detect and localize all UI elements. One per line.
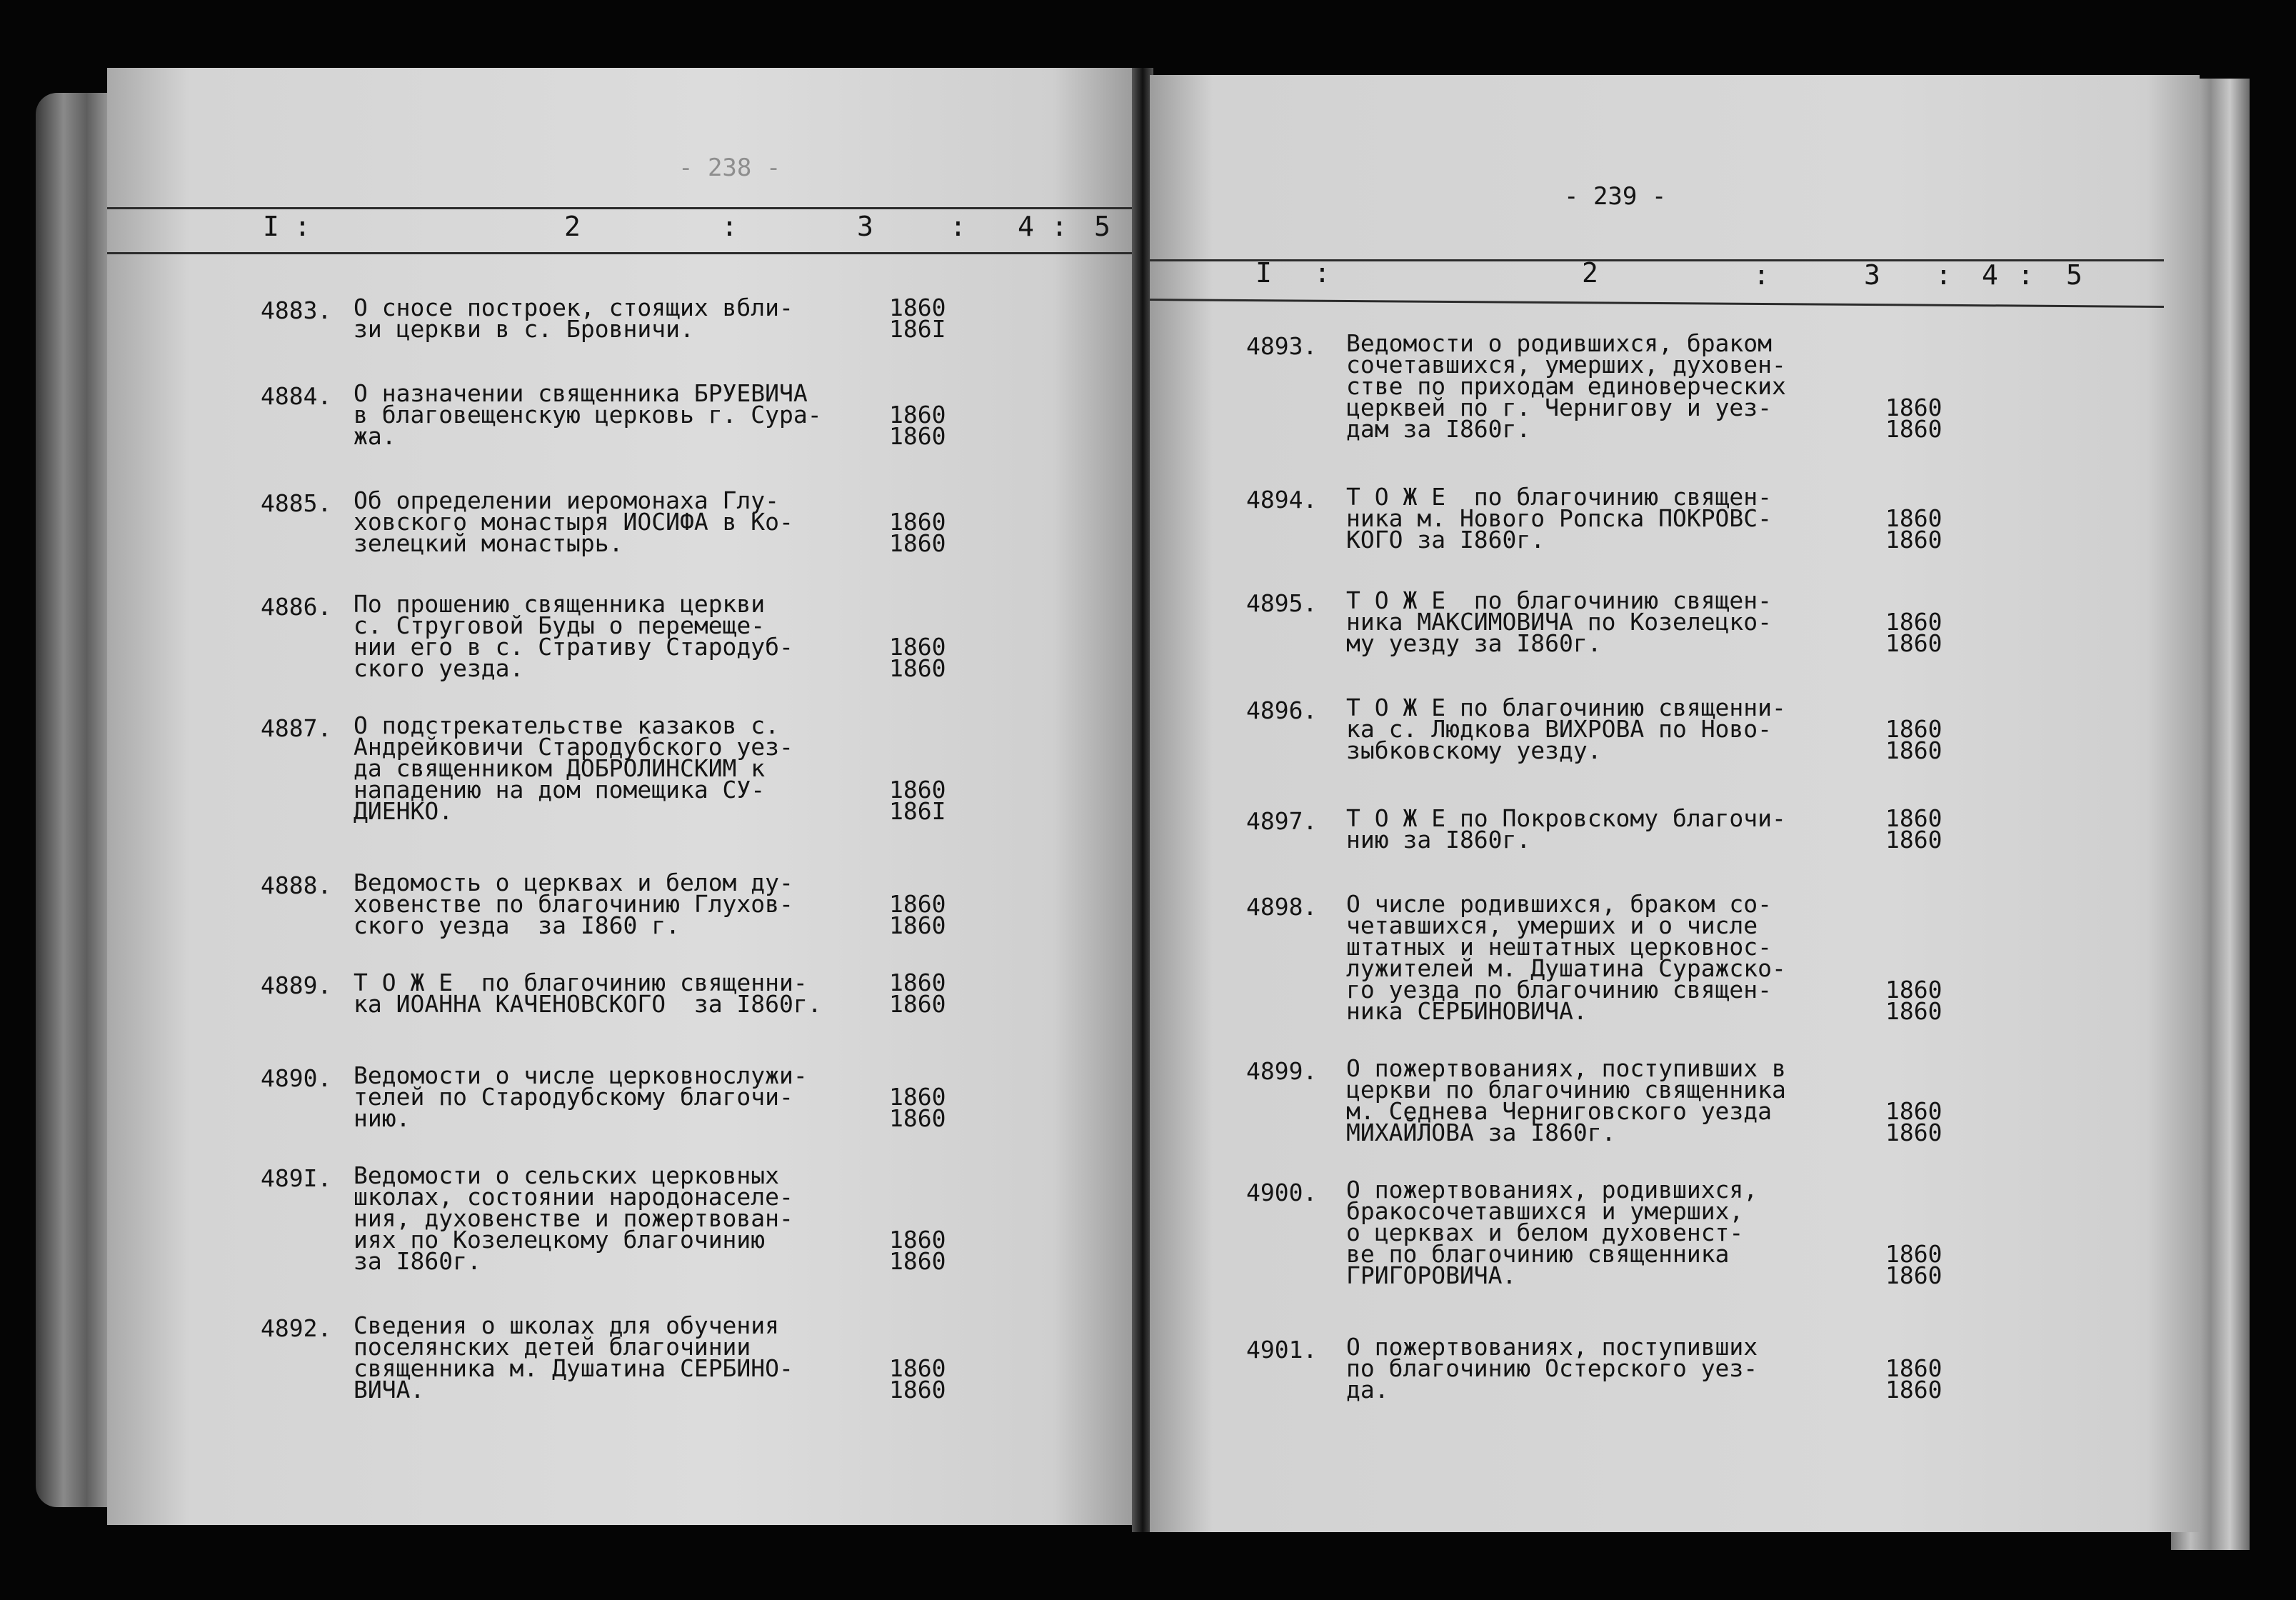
entry-description-line: да. xyxy=(1346,1376,1389,1404)
entry-description-line: МИХАЙЛОВА за I860г. xyxy=(1346,1119,1616,1146)
right-col-sep-4: : xyxy=(2017,259,2035,291)
entry-year-end: 1860 xyxy=(1885,415,1942,443)
entry-year-end: 186I xyxy=(889,315,946,343)
entry-description-line: в благовещенскую церковь г. Сура- xyxy=(354,401,822,429)
entry-description-line: Ведомости о числе церковнослужи- xyxy=(354,1061,808,1089)
entry-year-end: 1860 xyxy=(889,529,946,557)
entry-number: 4886. xyxy=(261,593,332,621)
entry-year-end: 1860 xyxy=(1885,736,1942,764)
entry-year-end: 1860 xyxy=(1885,629,1942,657)
entry-description-line: зи церкви в с. Бровничи. xyxy=(354,315,694,343)
right-col-sep-3: : xyxy=(1935,259,1952,291)
entry-description-line: ВИЧА. xyxy=(354,1376,425,1404)
entry-description-line: о церквах и белом духовенст- xyxy=(1346,1219,1744,1246)
entry-description-line: О назначении священника БРУЕВИЧА xyxy=(354,379,808,407)
entry-year-start: 1860 xyxy=(889,1226,946,1254)
entry-description-line: му уезду за I860г. xyxy=(1346,629,1602,657)
entry-year-start: 1860 xyxy=(1885,804,1942,832)
entry-year-end: 1860 xyxy=(889,654,946,682)
left-col-1: I xyxy=(263,211,280,242)
entry-description-line: О сносе построек, стоящих вбли- xyxy=(354,294,793,321)
right-header-rule-top xyxy=(1150,259,2164,261)
entry-description-line: Т О Ж Е по благочинию священ- xyxy=(1346,586,1773,614)
right-col-5: 5 xyxy=(2066,259,2083,291)
entry-number: 4885. xyxy=(261,489,332,517)
entry-description-line: нии его в с. Стративу Стародуб- xyxy=(354,633,793,661)
entry-description-line: Т О Ж Е по благочинию священни- xyxy=(354,969,808,996)
entry-description-line: священника м. Душатина СЕРБИНО- xyxy=(354,1354,793,1382)
right-page-number: - 239 - xyxy=(1564,182,1667,211)
entry-description-line: О подстрекательстве казаков с. xyxy=(354,711,780,739)
entry-year-start: 1860 xyxy=(889,890,946,918)
entry-year-start: 1860 xyxy=(889,401,946,429)
entry-number: 4884. xyxy=(261,382,332,410)
entry-description-line: ника МАКСИМОВИЧА по Козелецко- xyxy=(1346,608,1773,636)
right-header-rule-bottom xyxy=(1150,299,2164,308)
left-col-4: 4 xyxy=(1018,211,1035,242)
entry-description-line: Ведомость о церквах и белом ду- xyxy=(354,869,793,896)
entry-description-line: ховенстве по благочинию Глухов- xyxy=(354,890,793,918)
entry-description-line: Ведомости о сельских церковных xyxy=(354,1161,780,1189)
entry-description-line: Об определении иеромонаха Глу- xyxy=(354,486,780,514)
entry-description-line: Андрейковичи Стародубского уез- xyxy=(354,733,793,761)
entry-description-line: иях по Козелецкому благочинию xyxy=(354,1226,766,1254)
entry-description-line: бракосочетавшихся и умерших, xyxy=(1346,1197,1744,1225)
entry-number: 4893. xyxy=(1246,332,1318,360)
entry-year-end: 1860 xyxy=(889,911,946,939)
entry-description-line: стве по приходам единоверческих xyxy=(1346,372,1786,400)
entry-description-line: О пожертвованиях, поступивших xyxy=(1346,1333,1758,1361)
entry-year-end: 1860 xyxy=(889,422,946,450)
entry-number: 489I. xyxy=(261,1164,332,1192)
entry-year-end: 1860 xyxy=(889,1376,946,1404)
right-col-1: I xyxy=(1255,257,1273,289)
entry-description-line: лужителей м. Душатина Суражско- xyxy=(1346,954,1786,982)
entry-year-end: 1860 xyxy=(1885,1119,1942,1146)
entry-number: 4897. xyxy=(1246,807,1318,835)
entry-description-line: Т О Ж Е по Покровскому благочи- xyxy=(1346,804,1786,832)
right-col-2: 2 xyxy=(1582,257,1599,289)
right-col-4: 4 xyxy=(1982,259,1999,291)
entry-description-line: ховского монастыря ИОСИФА в Ко- xyxy=(354,508,793,536)
entry-year-start: 1860 xyxy=(1885,976,1942,1004)
entry-year-start: 1860 xyxy=(889,294,946,321)
left-col-3: 3 xyxy=(857,211,874,242)
entry-year-start: 1860 xyxy=(889,1354,946,1382)
entry-description-line: с. Струговой Буды о перемеще- xyxy=(354,611,766,639)
entry-description-line: Т О Ж Е по благочинию священни- xyxy=(1346,694,1786,721)
entry-description-line: ника СЕРБИНОВИЧА. xyxy=(1346,997,1588,1025)
entry-number: 4894. xyxy=(1246,486,1318,514)
entry-description-line: телей по Стародубскому благочи- xyxy=(354,1083,793,1111)
entry-year-end: 186I xyxy=(889,797,946,825)
entry-year-start: 1860 xyxy=(889,969,946,996)
entry-number: 4892. xyxy=(261,1314,332,1342)
entry-description-line: за I860г. xyxy=(354,1247,481,1275)
entry-description-line: О числе родившихся, браком со- xyxy=(1346,890,1773,918)
entry-description-line: ве по благочинию священника xyxy=(1346,1240,1730,1268)
entry-description-line: м. Седнева Черниговского уезда xyxy=(1346,1097,1773,1125)
entry-description-line: дам за I860г. xyxy=(1346,415,1531,443)
entry-year-start: 1860 xyxy=(889,633,946,661)
left-col-sep-1: : xyxy=(294,211,311,242)
left-col-sep-2: : xyxy=(721,211,738,242)
entry-number: 4890. xyxy=(261,1064,332,1092)
entry-description-line: ка с. Людкова ВИХРОВА по Ново- xyxy=(1346,715,1773,743)
right-col-sep-2: : xyxy=(1753,259,1770,291)
entry-description-line: зелецкий монастырь. xyxy=(354,529,623,557)
entry-description-line: церкви по благочинию священника xyxy=(1346,1076,1786,1104)
entry-year-start: 1860 xyxy=(1885,715,1942,743)
entry-number: 4901. xyxy=(1246,1336,1318,1364)
entry-year-start: 1860 xyxy=(1885,1240,1942,1268)
left-col-2: 2 xyxy=(564,211,581,242)
entry-year-start: 1860 xyxy=(889,1083,946,1111)
entry-description-line: КОГО за I860г. xyxy=(1346,526,1545,554)
right-page xyxy=(1150,75,2200,1532)
entry-number: 4888. xyxy=(261,871,332,899)
entry-description-line: ГРИГОРОВИЧА. xyxy=(1346,1261,1517,1289)
entry-year-start: 1860 xyxy=(889,776,946,804)
entry-description-line: сочетавшихся, умерших, духовен- xyxy=(1346,351,1786,379)
entry-year-start: 1860 xyxy=(1885,504,1942,532)
entry-number: 4889. xyxy=(261,971,332,999)
entry-description-line: ского уезда. xyxy=(354,654,524,682)
entry-year-start: 1860 xyxy=(1885,608,1942,636)
left-col-sep-3: : xyxy=(950,211,967,242)
entry-year-start: 1860 xyxy=(1885,394,1942,421)
entry-description-line: нию. xyxy=(354,1104,411,1132)
entry-description-line: нию за I860г. xyxy=(1346,826,1531,854)
entry-description-line: ского уезда за I860 г. xyxy=(354,911,680,939)
entry-year-end: 1860 xyxy=(889,1104,946,1132)
entry-description-line: нападению на дом помещика СУ- xyxy=(354,776,766,804)
left-col-sep-4: : xyxy=(1051,211,1068,242)
entry-number: 4895. xyxy=(1246,589,1318,617)
right-col-3: 3 xyxy=(1864,259,1881,291)
entry-number: 4898. xyxy=(1246,893,1318,921)
entry-description-line: зыбковскому уезду. xyxy=(1346,736,1602,764)
entry-year-end: 1860 xyxy=(1885,526,1942,554)
entry-number: 4900. xyxy=(1246,1179,1318,1206)
entry-description-line: школах, состоянии народонаселе- xyxy=(354,1183,793,1211)
entry-year-end: 1860 xyxy=(889,990,946,1018)
entry-description-line: Ведомости о родившихся, браком xyxy=(1346,329,1773,357)
entry-description-line: по благочинию Остерского уез- xyxy=(1346,1354,1758,1382)
entry-year-end: 1860 xyxy=(1885,826,1942,854)
entry-year-end: 1860 xyxy=(889,1247,946,1275)
left-page-number: - 238 - xyxy=(678,154,781,182)
left-header-rule-bottom xyxy=(107,252,1136,254)
entry-description-line: По прошению священника церкви xyxy=(354,590,766,618)
entry-year-end: 1860 xyxy=(1885,1261,1942,1289)
entry-number: 4883. xyxy=(261,296,332,324)
left-page xyxy=(107,68,1136,1525)
entry-description-line: да священником ДОБРОЛИНСКИМ к xyxy=(354,754,766,782)
entry-description-line: поселянских детей благочинии xyxy=(354,1333,751,1361)
entry-description-line: О пожертвованиях, родившихся, xyxy=(1346,1176,1758,1204)
entry-year-start: 1860 xyxy=(1885,1354,1942,1382)
entry-year-start: 1860 xyxy=(889,508,946,536)
entry-number: 4896. xyxy=(1246,696,1318,724)
entry-description-line: церквей по г. Чернигову и уез- xyxy=(1346,394,1773,421)
entry-description-line: четавшихся, умерших и о числе xyxy=(1346,911,1758,939)
entry-description-line: ния, духовенстве и пожертвован- xyxy=(354,1204,793,1232)
entry-description-line: ника м. Нового Ропска ПОКРОВС- xyxy=(1346,504,1773,532)
entry-description-line: жа. xyxy=(354,422,396,450)
entry-description-line: ДИЕНКО. xyxy=(354,797,453,825)
left-header-rule-top xyxy=(107,207,1136,209)
entry-description-line: штатных и нештатных церковнос- xyxy=(1346,933,1773,961)
right-col-sep-1: : xyxy=(1314,257,1331,289)
entry-description-line: О пожертвованиях, поступивших в xyxy=(1346,1054,1786,1082)
entry-description-line: Сведения о школах для обучения xyxy=(354,1311,780,1339)
entry-number: 4887. xyxy=(261,714,332,742)
entry-description-line: ка ИОАННА КАЧЕНОВСКОГО за I860г. xyxy=(354,990,822,1018)
entry-year-end: 1860 xyxy=(1885,997,1942,1025)
entry-description-line: Т О Ж Е по благочинию священ- xyxy=(1346,483,1773,511)
entry-number: 4899. xyxy=(1246,1057,1318,1085)
entry-description-line: го уезда по благочинию священ- xyxy=(1346,976,1773,1004)
left-col-5: 5 xyxy=(1094,211,1111,242)
entry-year-end: 1860 xyxy=(1885,1376,1942,1404)
entry-year-start: 1860 xyxy=(1885,1097,1942,1125)
